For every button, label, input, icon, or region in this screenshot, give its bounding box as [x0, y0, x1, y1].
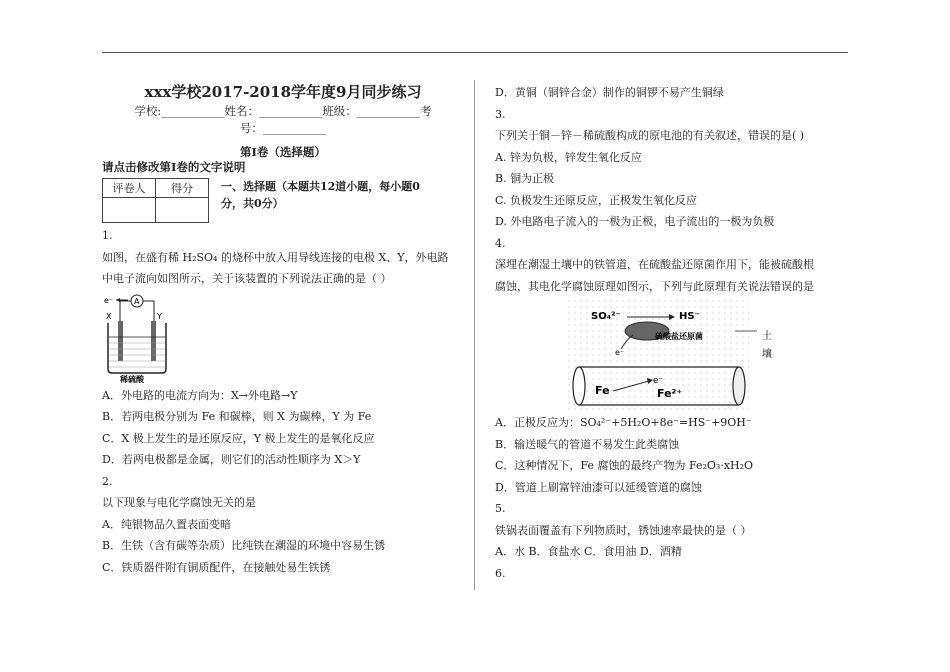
q1-number: 1.: [102, 229, 113, 242]
score-table-score-cell[interactable]: [156, 198, 209, 223]
q2-option-a[interactable]: A．纯银物品久置表面变暗: [102, 517, 231, 531]
q1-fig-y-label: Y: [157, 311, 162, 321]
student-info-line2[interactable]: 号：___________: [239, 121, 327, 135]
exam-title: xxx学校2017-2018学年度9月同步练习: [144, 83, 422, 101]
right-column: [495, 82, 845, 584]
q1-fig-ammeter-label: A: [134, 296, 140, 306]
q4-fig-fe2-label: Fe²⁺: [657, 387, 683, 400]
q3-stem: 下列关于铜－锌－稀硫酸构成的原电池的有关叙述，错误的是( ): [495, 129, 805, 142]
q4-option-d[interactable]: D．管道上刷富锌油漆可以延缓管道的腐蚀: [495, 480, 702, 494]
score-table-grader-header: 评卷人: [103, 179, 156, 198]
q4-stem-line1: 深埋在潮湿土壤中的铁管道，在硫酸盐还原菌作用下，能被硫酸根: [495, 258, 814, 271]
q4-stem-line2: 腐蚀，其电化学腐蚀原理如图示，下列与此原理有关说法错误的是: [495, 279, 814, 293]
q5-options[interactable]: A．水 B．食盐水 C．食用油 D．酒精: [495, 545, 682, 558]
q2-option-b[interactable]: B．生铁（含有碳等杂质）比纯铁在潮湿的环境中容易生锈: [102, 539, 386, 552]
q4-option-c[interactable]: C．这种情况下，Fe 腐蚀的最终产物为 Fe₂O₃·xH₂O: [495, 459, 754, 472]
score-table-score-header: 得分: [156, 179, 209, 198]
q6-number: 6.: [495, 566, 506, 580]
q2-number: 2.: [102, 474, 113, 488]
q1-fig-caption: 稀硫酸: [120, 374, 144, 383]
column-divider: [474, 80, 475, 590]
q4-fig-soil-label1: 土: [762, 331, 772, 342]
q3-number: 3.: [495, 107, 506, 121]
score-table-grader-cell[interactable]: [103, 198, 156, 223]
q1-option-a[interactable]: A．外电路的电流方向为：X→外电路→Y: [102, 388, 298, 402]
q5-number: 5.: [495, 502, 506, 515]
section-title: 第I卷（选择题）: [240, 145, 326, 159]
q1-stem-line2: 中电子流向如图所示，关于该装置的下列说法正确的是（ ）: [102, 272, 392, 285]
header-rule: [102, 52, 848, 53]
section-instruction[interactable]: 请点击修改第I卷的文字说明: [102, 160, 246, 174]
q4-fig-soil-label2: 壤: [762, 349, 772, 360]
q3-option-a[interactable]: A. 锌为负极，锌发生氧化反应: [495, 150, 642, 164]
q1-option-b[interactable]: B．若两电极分别为 Fe 和碳棒，则 X 为碳棒，Y 为 Fe: [102, 410, 372, 423]
q3-option-c[interactable]: C. 负极发生还原反应，正极发生氧化反应: [495, 193, 698, 207]
q4-option-b[interactable]: B．输送暖气的管道不易发生此类腐蚀: [495, 437, 680, 451]
score-area: [102, 178, 464, 223]
q1-option-c[interactable]: C．X 极上发生的是还原反应，Y 极上发生的是氧化反应: [102, 431, 375, 445]
q4-number: 4.: [495, 236, 506, 250]
score-table: [102, 178, 209, 223]
q1-beaker-figure: [102, 293, 172, 383]
q1-stem-line1: 如图，在盛有稀 H₂SO₄ 的烧杯中放入用导线连接的电极 X、Y，外电路: [102, 250, 449, 264]
q4-fig-bacteria-label: 硫酸盐还原菌: [655, 332, 703, 341]
q4-option-a[interactable]: A．正极反应为：SO₄²⁻+5H₂O+8e⁻=HS⁻+9OH⁻: [495, 416, 752, 429]
q1-fig-electron-label: e⁻: [104, 295, 114, 305]
q3-option-b[interactable]: B. 铜为正极: [495, 172, 555, 185]
q4-fig-hs-label: HS⁻: [679, 311, 700, 322]
q3-option-d[interactable]: D. 外电路电子流入的一极为正极，电子流出的一极为负极: [495, 215, 775, 228]
q1-option-d[interactable]: D．若两电极都是金属，则它们的活动性顺序为 X＞Y: [102, 453, 361, 466]
beaker-icon: [108, 323, 166, 373]
student-info-line1[interactable]: 学校:___________姓名：___________班级：___________考: [134, 104, 432, 118]
q5-stem: 铁锅表面覆盖有下列物质时，锈蚀速率最快的是（ ）: [495, 523, 752, 537]
choice-section-heading: 一、选择题（本题共12道小题，每小题0分，共0分）: [221, 180, 420, 210]
q4-pipe-corrosion-figure: [567, 299, 777, 411]
q2-option-d[interactable]: D．黄铜（铜锌合金）制作的铜锣不易产生铜绿: [495, 86, 724, 99]
q4-fig-sulfate-label: SO₄²⁻: [591, 311, 621, 322]
q2-option-c[interactable]: C．铁质器件附有铜质配件，在接触处易生铁锈: [102, 560, 331, 574]
q2-stem: 以下现象与电化学腐蚀无关的是: [102, 496, 256, 509]
q1-fig-x-label: X: [106, 311, 112, 321]
q4-fig-fe-label: Fe: [595, 384, 610, 397]
q4-fig-electron1-label: e⁻: [615, 348, 625, 357]
left-column: [102, 82, 464, 578]
q4-fig-electron2-label: e⁻: [653, 376, 664, 386]
